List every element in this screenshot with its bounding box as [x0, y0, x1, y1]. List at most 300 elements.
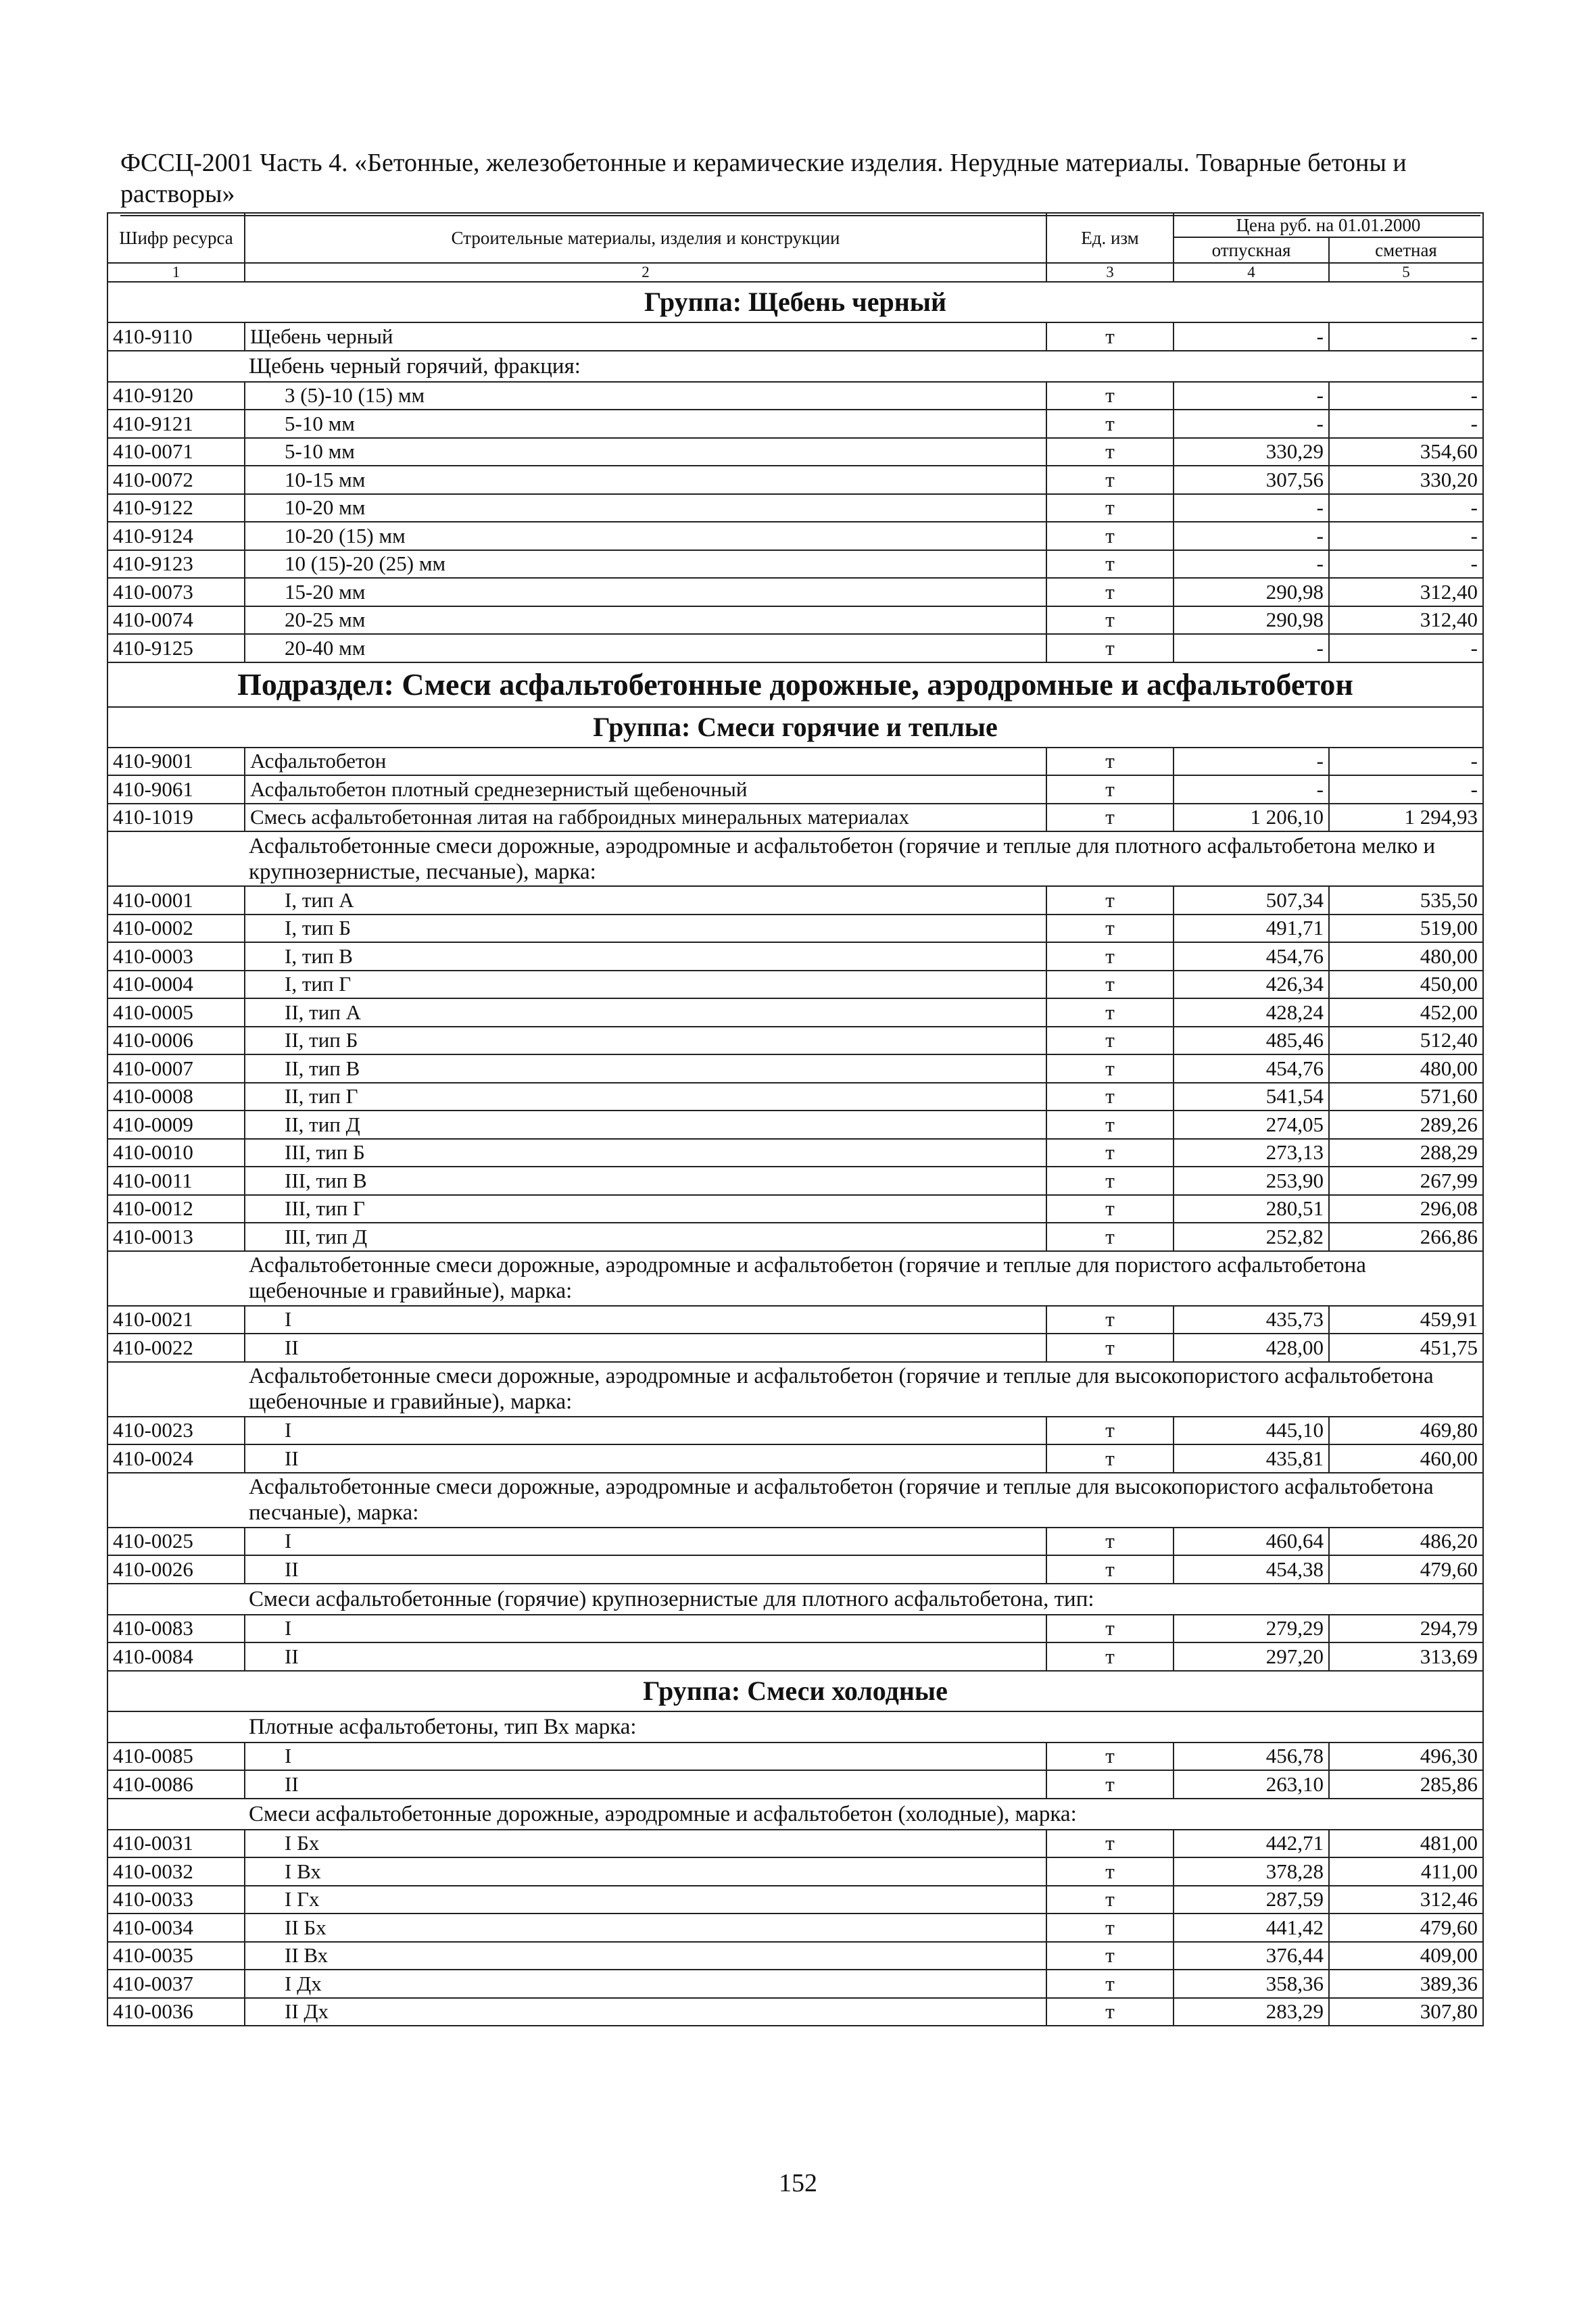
- group-heading-row: [107, 707, 1483, 748]
- estimate-price: 496,30: [1329, 1743, 1483, 1771]
- resource-code: 410-0034: [107, 1914, 245, 1942]
- release-price: 428,00: [1174, 1334, 1329, 1362]
- unit: т: [1046, 804, 1174, 832]
- material-name: I: [245, 1615, 1046, 1643]
- unit: т: [1046, 1027, 1174, 1055]
- resource-code: 410-0085: [107, 1743, 245, 1771]
- resource-code: 410-0025: [107, 1528, 245, 1556]
- resource-code: 410-0006: [107, 1027, 245, 1055]
- resource-code: 410-0073: [107, 578, 245, 606]
- release-price: 253,90: [1174, 1167, 1329, 1195]
- table-row: [107, 322, 1483, 351]
- estimate-price: 285,86: [1329, 1770, 1483, 1799]
- unit: т: [1046, 1054, 1174, 1083]
- table-row: [107, 1770, 1483, 1799]
- section-description-row: [107, 831, 1483, 886]
- unit: т: [1046, 1857, 1174, 1886]
- estimate-price: 519,00: [1329, 915, 1483, 943]
- table-row: [107, 1111, 1483, 1139]
- release-price: -: [1174, 522, 1329, 550]
- resource-code: 410-0004: [107, 971, 245, 999]
- resource-code: 410-9110: [107, 322, 245, 351]
- material-name: 5-10 мм: [245, 410, 1046, 438]
- unit: т: [1046, 1555, 1174, 1584]
- estimate-price: 409,00: [1329, 1942, 1483, 1970]
- estimate-price: 312,40: [1329, 606, 1483, 635]
- material-name: II: [245, 1770, 1046, 1799]
- release-price: 290,98: [1174, 606, 1329, 635]
- table-row: [107, 1857, 1483, 1886]
- material-name: 20-25 мм: [245, 606, 1046, 635]
- unit: т: [1046, 606, 1174, 635]
- release-price: -: [1174, 382, 1329, 410]
- table-row: [107, 886, 1483, 915]
- resource-code: 410-0033: [107, 1886, 245, 1914]
- resource-code: 410-0084: [107, 1642, 245, 1671]
- estimate-price: 411,00: [1329, 1857, 1483, 1886]
- resource-code: 410-0007: [107, 1054, 245, 1083]
- material-name: I, тип Б: [245, 915, 1046, 943]
- material-name: II: [245, 1334, 1046, 1362]
- material-name: 10-20 мм: [245, 494, 1046, 522]
- section-description-row: [107, 1584, 1483, 1615]
- release-price: 273,13: [1174, 1139, 1329, 1167]
- release-price: -: [1174, 550, 1329, 579]
- resource-code: 410-0010: [107, 1139, 245, 1167]
- resource-code: 410-0026: [107, 1555, 245, 1584]
- release-price: -: [1174, 748, 1329, 776]
- estimate-price: 451,75: [1329, 1334, 1483, 1362]
- table-row: [107, 522, 1483, 550]
- estimate-price: 289,26: [1329, 1111, 1483, 1139]
- resource-code: 410-9120: [107, 382, 245, 410]
- release-price: -: [1174, 322, 1329, 351]
- release-price: 252,82: [1174, 1223, 1329, 1251]
- estimate-price: 480,00: [1329, 1054, 1483, 1083]
- material-name: II, тип Б: [245, 1027, 1046, 1055]
- resource-code: 410-0001: [107, 886, 245, 915]
- section-description: Плотные асфальтобетоны, тип Вх марка:: [107, 1711, 1483, 1743]
- unit: т: [1046, 1830, 1174, 1858]
- material-name: 5-10 мм: [245, 438, 1046, 466]
- unit: т: [1046, 1417, 1174, 1445]
- unit: т: [1046, 775, 1174, 804]
- resource-code: 410-0009: [107, 1111, 245, 1139]
- subsection-heading: Подраздел: Смеси асфальтобетонные дорожные, аэродромные и асфальтобетон: [107, 662, 1483, 707]
- section-description-row: [107, 1473, 1483, 1528]
- estimate-price: 1 294,93: [1329, 804, 1483, 832]
- unit: т: [1046, 1914, 1174, 1942]
- release-price: 435,81: [1174, 1444, 1329, 1473]
- table-row: [107, 1334, 1483, 1362]
- release-price: 441,42: [1174, 1914, 1329, 1942]
- table-row: [107, 1528, 1483, 1556]
- release-price: 1 206,10: [1174, 804, 1329, 832]
- resource-code: 410-1019: [107, 804, 245, 832]
- estimate-price: 460,00: [1329, 1444, 1483, 1473]
- estimate-price: -: [1329, 522, 1483, 550]
- estimate-price: -: [1329, 748, 1483, 776]
- section-description-row: [107, 1251, 1483, 1306]
- table-row: [107, 748, 1483, 776]
- table-row: [107, 1083, 1483, 1111]
- resource-code: 410-9061: [107, 775, 245, 804]
- release-price: 307,56: [1174, 466, 1329, 494]
- column-number: 5: [1329, 263, 1483, 282]
- resource-code: 410-0031: [107, 1830, 245, 1858]
- estimate-price: 312,40: [1329, 578, 1483, 606]
- unit: т: [1046, 1886, 1174, 1914]
- resource-code: 410-9001: [107, 748, 245, 776]
- unit: т: [1046, 1083, 1174, 1111]
- estimate-price: 294,79: [1329, 1615, 1483, 1643]
- unit: т: [1046, 942, 1174, 971]
- estimate-price: 267,99: [1329, 1167, 1483, 1195]
- unit: т: [1046, 748, 1174, 776]
- material-name: I Вх: [245, 1857, 1046, 1886]
- section-description: Щебень черный горячий, фракция:: [107, 351, 1483, 382]
- section-description: Асфальтобетонные смеси дорожные, аэродромные и асфальтобетон (горячие и теплые для высокопористого асфальтобетона щебеночные и гравийные), марка:: [107, 1362, 1483, 1417]
- estimate-price: 312,46: [1329, 1886, 1483, 1914]
- table-row: [107, 1942, 1483, 1970]
- estimate-price: 354,60: [1329, 438, 1483, 466]
- resource-code: 410-0036: [107, 1998, 245, 2026]
- resource-code: 410-0022: [107, 1334, 245, 1362]
- estimate-price: 389,36: [1329, 1970, 1483, 1998]
- resource-code: 410-9121: [107, 410, 245, 438]
- column-number: 4: [1174, 263, 1329, 282]
- material-name: Асфальтобетон плотный среднезернистый щебеночный: [245, 775, 1046, 804]
- release-price: 378,28: [1174, 1857, 1329, 1886]
- section-description: Смеси асфальтобетонные (горячие) крупнозернистые для плотного асфальтобетона, тип:: [107, 1584, 1483, 1615]
- table-row: [107, 942, 1483, 971]
- estimate-price: -: [1329, 550, 1483, 579]
- estimate-price: 481,00: [1329, 1830, 1483, 1858]
- table-row: [107, 1914, 1483, 1942]
- material-name: III, тип В: [245, 1167, 1046, 1195]
- unit: т: [1046, 1334, 1174, 1362]
- estimate-price: 535,50: [1329, 886, 1483, 915]
- group-heading-row: [107, 1671, 1483, 1711]
- table-row: [107, 804, 1483, 832]
- estimate-price: 512,40: [1329, 1027, 1483, 1055]
- material-name: Щебень черный: [245, 322, 1046, 351]
- table-row: [107, 1417, 1483, 1445]
- column-number: 2: [245, 263, 1046, 282]
- release-price: 442,71: [1174, 1830, 1329, 1858]
- estimate-price: 486,20: [1329, 1528, 1483, 1556]
- table-row: [107, 634, 1483, 662]
- resource-code: 410-0024: [107, 1444, 245, 1473]
- estimate-price: 452,00: [1329, 998, 1483, 1027]
- estimate-price: 266,86: [1329, 1223, 1483, 1251]
- unit: т: [1046, 1444, 1174, 1473]
- release-price: 376,44: [1174, 1942, 1329, 1970]
- release-price: -: [1174, 410, 1329, 438]
- estimate-price: 307,80: [1329, 1998, 1483, 2026]
- unit: т: [1046, 1111, 1174, 1139]
- unit: т: [1046, 1167, 1174, 1195]
- resource-code: 410-0005: [107, 998, 245, 1027]
- release-price: 454,38: [1174, 1555, 1329, 1584]
- estimate-price: 459,91: [1329, 1306, 1483, 1334]
- estimate-price: 571,60: [1329, 1083, 1483, 1111]
- table-row: [107, 466, 1483, 494]
- header-release-price: отпускная: [1174, 237, 1329, 263]
- unit: т: [1046, 438, 1174, 466]
- table-row: [107, 1998, 1483, 2026]
- table-row: [107, 410, 1483, 438]
- header-name: Строительные материалы, изделия и конструкции: [245, 213, 1046, 263]
- material-name: I, тип В: [245, 942, 1046, 971]
- material-name: I: [245, 1306, 1046, 1334]
- table-row: [107, 550, 1483, 579]
- release-price: 263,10: [1174, 1770, 1329, 1799]
- material-name: I: [245, 1743, 1046, 1771]
- resource-code: 410-0021: [107, 1306, 245, 1334]
- estimate-price: 480,00: [1329, 942, 1483, 971]
- table-row: [107, 606, 1483, 635]
- table-row: [107, 578, 1483, 606]
- price-table: [107, 212, 1484, 2026]
- table-row: [107, 1139, 1483, 1167]
- material-name: 10-20 (15) мм: [245, 522, 1046, 550]
- unit: т: [1046, 634, 1174, 662]
- material-name: Асфальтобетон: [245, 748, 1046, 776]
- material-name: III, тип Д: [245, 1223, 1046, 1251]
- material-name: 15-20 мм: [245, 578, 1046, 606]
- release-price: 280,51: [1174, 1195, 1329, 1223]
- unit: т: [1046, 1743, 1174, 1771]
- unit: т: [1046, 522, 1174, 550]
- section-description: Смеси асфальтобетонные дорожные, аэродромные и асфальтобетон (холодные), марка:: [107, 1799, 1483, 1830]
- table-row: [107, 998, 1483, 1027]
- unit: т: [1046, 998, 1174, 1027]
- material-name: I: [245, 1528, 1046, 1556]
- unit: т: [1046, 494, 1174, 522]
- unit: т: [1046, 971, 1174, 999]
- estimate-price: 479,60: [1329, 1555, 1483, 1584]
- material-name: III, тип Г: [245, 1195, 1046, 1223]
- release-price: -: [1174, 775, 1329, 804]
- table-row: [107, 1027, 1483, 1055]
- estimate-price: 479,60: [1329, 1914, 1483, 1942]
- section-description-row: [107, 1362, 1483, 1417]
- section-description: Асфальтобетонные смеси дорожные, аэродромные и асфальтобетон (горячие и теплые для высокопористого асфальтобетона песчаные), марка:: [107, 1473, 1483, 1528]
- table-row: [107, 382, 1483, 410]
- release-price: 330,29: [1174, 438, 1329, 466]
- release-price: 290,98: [1174, 578, 1329, 606]
- material-name: 3 (5)-10 (15) мм: [245, 382, 1046, 410]
- section-description: Асфальтобетонные смеси дорожные, аэродромные и асфальтобетон (горячие и теплые для плотного асфальтобетона мелко и крупнозернистые, песчаные), марка:: [107, 831, 1483, 886]
- table-row: [107, 1195, 1483, 1223]
- release-price: 274,05: [1174, 1111, 1329, 1139]
- estimate-price: 288,29: [1329, 1139, 1483, 1167]
- unit: т: [1046, 466, 1174, 494]
- material-name: II Бх: [245, 1914, 1046, 1942]
- material-name: II Вх: [245, 1942, 1046, 1970]
- header-code: Шифр ресурса: [107, 213, 245, 263]
- unit: т: [1046, 1528, 1174, 1556]
- material-name: 10 (15)-20 (25) мм: [245, 550, 1046, 579]
- unit: т: [1046, 1306, 1174, 1334]
- material-name: I, тип А: [245, 886, 1046, 915]
- unit: т: [1046, 1998, 1174, 2026]
- resource-code: 410-0032: [107, 1857, 245, 1886]
- estimate-price: -: [1329, 410, 1483, 438]
- release-price: 426,34: [1174, 971, 1329, 999]
- unit: т: [1046, 1615, 1174, 1643]
- estimate-price: 330,20: [1329, 466, 1483, 494]
- material-name: I Гх: [245, 1886, 1046, 1914]
- release-price: 283,29: [1174, 1998, 1329, 2026]
- material-name: II: [245, 1444, 1046, 1473]
- material-name: I, тип Г: [245, 971, 1046, 999]
- resource-code: 410-0023: [107, 1417, 245, 1445]
- release-price: 297,20: [1174, 1642, 1329, 1671]
- material-name: 10-15 мм: [245, 466, 1046, 494]
- resource-code: 410-0002: [107, 915, 245, 943]
- release-price: 435,73: [1174, 1306, 1329, 1334]
- material-name: I: [245, 1417, 1046, 1445]
- table-row: [107, 438, 1483, 466]
- section-description-row: [107, 1799, 1483, 1830]
- release-price: 287,59: [1174, 1886, 1329, 1914]
- material-name: II, тип Д: [245, 1111, 1046, 1139]
- table-row: [107, 1743, 1483, 1771]
- table-row: [107, 1444, 1483, 1473]
- resource-code: 410-9123: [107, 550, 245, 579]
- estimate-price: 469,80: [1329, 1417, 1483, 1445]
- unit: т: [1046, 578, 1174, 606]
- estimate-price: 296,08: [1329, 1195, 1483, 1223]
- resource-code: 410-0071: [107, 438, 245, 466]
- unit: т: [1046, 1770, 1174, 1799]
- table-row: [107, 775, 1483, 804]
- document-header: ФССЦ-2001 Часть 4. «Бетонные, железобетонные и керамические изделия. Нерудные материалы. Товарные бетоны и растворы»: [120, 149, 1407, 208]
- release-price: 428,24: [1174, 998, 1329, 1027]
- unit: т: [1046, 410, 1174, 438]
- table-row: [107, 971, 1483, 999]
- section-description-row: [107, 1711, 1483, 1743]
- estimate-price: -: [1329, 775, 1483, 804]
- resource-code: 410-9125: [107, 634, 245, 662]
- group-heading: Группа: Щебень черный: [107, 282, 1483, 322]
- release-price: -: [1174, 634, 1329, 662]
- table-header-row: [107, 213, 1483, 237]
- table-row: [107, 915, 1483, 943]
- header-price: Цена руб. на 01.01.2000: [1174, 213, 1483, 237]
- material-name: III, тип Б: [245, 1139, 1046, 1167]
- material-name: I Дх: [245, 1970, 1046, 1998]
- unit: т: [1046, 322, 1174, 351]
- column-number: 1: [107, 263, 245, 282]
- release-price: 454,76: [1174, 1054, 1329, 1083]
- table-row: [107, 1167, 1483, 1195]
- unit: т: [1046, 382, 1174, 410]
- group-heading: Группа: Смеси горячие и теплые: [107, 707, 1483, 748]
- unit: т: [1046, 1642, 1174, 1671]
- resource-code: 410-9124: [107, 522, 245, 550]
- resource-code: 410-0074: [107, 606, 245, 635]
- estimate-price: -: [1329, 494, 1483, 522]
- resource-code: 410-0013: [107, 1223, 245, 1251]
- resource-code: 410-0037: [107, 1970, 245, 1998]
- table-row: [107, 1615, 1483, 1643]
- resource-code: 410-0003: [107, 942, 245, 971]
- unit: т: [1046, 1195, 1174, 1223]
- section-description: Асфальтобетонные смеси дорожные, аэродромные и асфальтобетон (горячие и теплые для пористого асфальтобетона щебеночные и гравийные), марка:: [107, 1251, 1483, 1306]
- resource-code: 410-0086: [107, 1770, 245, 1799]
- unit: т: [1046, 1139, 1174, 1167]
- material-name: 20-40 мм: [245, 634, 1046, 662]
- estimate-price: -: [1329, 322, 1483, 351]
- column-number-row: [107, 263, 1483, 282]
- estimate-price: 313,69: [1329, 1642, 1483, 1671]
- release-price: 485,46: [1174, 1027, 1329, 1055]
- header-unit: Ед. изм: [1046, 213, 1174, 263]
- subsection-heading-row: [107, 662, 1483, 707]
- unit: т: [1046, 1970, 1174, 1998]
- release-price: 541,54: [1174, 1083, 1329, 1111]
- material-name: II Дх: [245, 1998, 1046, 2026]
- release-price: 445,10: [1174, 1417, 1329, 1445]
- price-table-body: [107, 282, 1483, 2026]
- table-row: [107, 1306, 1483, 1334]
- unit: т: [1046, 550, 1174, 579]
- table-row: [107, 494, 1483, 522]
- group-heading-row: [107, 282, 1483, 322]
- release-price: 507,34: [1174, 886, 1329, 915]
- material-name: II, тип Г: [245, 1083, 1046, 1111]
- material-name: II, тип В: [245, 1054, 1046, 1083]
- release-price: 279,29: [1174, 1615, 1329, 1643]
- section-description-row: [107, 351, 1483, 382]
- release-price: 491,71: [1174, 915, 1329, 943]
- release-price: -: [1174, 494, 1329, 522]
- page-number: 152: [779, 2169, 817, 2197]
- table-row: [107, 1830, 1483, 1858]
- table-row: [107, 1886, 1483, 1914]
- unit: т: [1046, 1223, 1174, 1251]
- material-name: Смесь асфальтобетонная литая на габброидных минеральных материалах: [245, 804, 1046, 832]
- table-row: [107, 1970, 1483, 1998]
- unit: т: [1046, 915, 1174, 943]
- resource-code: 410-0011: [107, 1167, 245, 1195]
- material-name: II: [245, 1555, 1046, 1584]
- resource-code: 410-9122: [107, 494, 245, 522]
- unit: т: [1046, 1942, 1174, 1970]
- release-price: 460,64: [1174, 1528, 1329, 1556]
- estimate-price: -: [1329, 382, 1483, 410]
- material-name: II: [245, 1642, 1046, 1671]
- material-name: I Бх: [245, 1830, 1046, 1858]
- release-price: 358,36: [1174, 1970, 1329, 1998]
- estimate-price: -: [1329, 634, 1483, 662]
- table-row: [107, 1223, 1483, 1251]
- resource-code: 410-0035: [107, 1942, 245, 1970]
- header-estimate-price: сметная: [1329, 237, 1483, 263]
- material-name: II, тип А: [245, 998, 1046, 1027]
- table-row: [107, 1054, 1483, 1083]
- resource-code: 410-0083: [107, 1615, 245, 1643]
- resource-code: 410-0012: [107, 1195, 245, 1223]
- release-price: 454,76: [1174, 942, 1329, 971]
- estimate-price: 450,00: [1329, 971, 1483, 999]
- unit: т: [1046, 886, 1174, 915]
- table-row: [107, 1642, 1483, 1671]
- release-price: 456,78: [1174, 1743, 1329, 1771]
